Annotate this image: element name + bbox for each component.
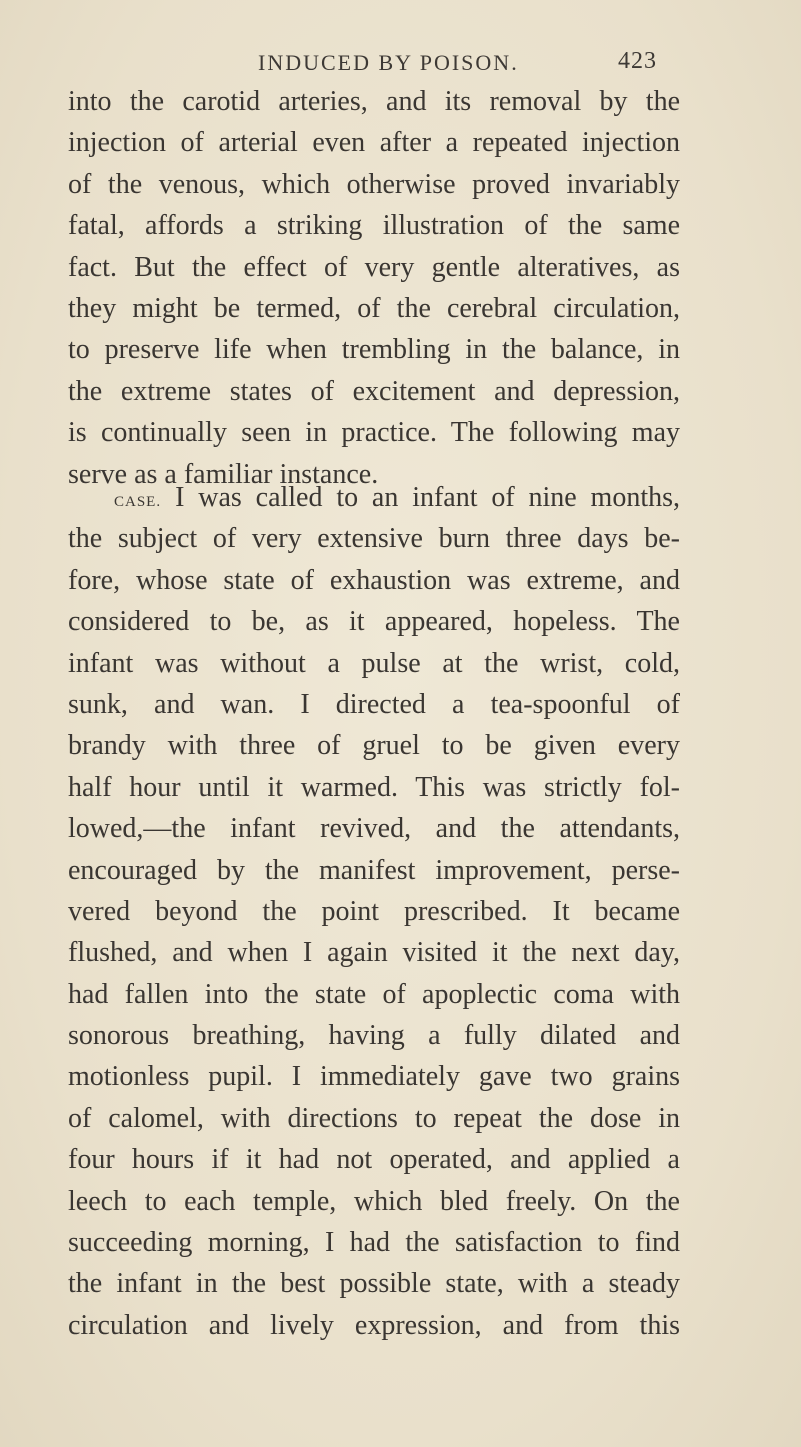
text-line: succeeding morning, I had the satisfaction to find: [68, 1227, 680, 1259]
text-line: serve as a familiar instance.: [68, 458, 379, 490]
text-line: the extreme states of excitement and depression,: [68, 375, 680, 407]
page-number: 423: [618, 48, 657, 74]
text-line: injection of arterial even after a repeated injection: [68, 127, 680, 159]
text-line: lowed,—the infant revived, and the attendants,: [68, 813, 680, 845]
running-title: INDUCED BY POISON.: [258, 50, 519, 75]
text-line: fact. But the effect of very gentle alteratives, as: [68, 251, 680, 283]
case-side-label: CASE.: [114, 494, 162, 510]
text-line: the infant in the best possible state, with a steady: [68, 1268, 680, 1300]
text-line: of calomel, with directions to repeat the dose in: [68, 1102, 680, 1134]
text-line: fatal, affords a striking illustration of the same: [68, 210, 680, 242]
text-line: considered to be, as it appeared, hopeless. The: [68, 606, 680, 638]
text-line: into the carotid arteries, and its removal by the: [68, 86, 680, 117]
text-line: half hour until it warmed. This was strictly fol-: [68, 771, 680, 803]
text-line: circulation and lively expression, and from this: [68, 1309, 680, 1341]
text-line: sunk, and wan. I directed a tea-spoonful of: [68, 688, 680, 720]
text-line: to preserve life when trembling in the balance, in: [68, 334, 680, 366]
text-line: infant was without a pulse at the wrist, cold,: [68, 647, 680, 679]
text-line: vered beyond the point prescribed. It became: [68, 895, 680, 927]
text-line: is continually seen in practice. The following may: [68, 417, 680, 449]
text-line: the subject of very extensive burn three days be-: [68, 523, 680, 555]
text-line: leech to each temple, which bled freely. On the: [68, 1185, 680, 1217]
text-line: they might be termed, of the cerebral circulation,: [68, 292, 680, 324]
text-line: brandy with three of gruel to be given every: [68, 730, 680, 762]
text-line: fore, whose state of exhaustion was extreme, and: [68, 564, 680, 596]
text-line: motionless pupil. I immediately gave two grains: [68, 1061, 680, 1093]
text-line: four hours if it had not operated, and applied a: [68, 1144, 680, 1176]
running-head: [258, 48, 658, 82]
text-line: I was called to an infant of nine months,: [175, 482, 680, 513]
text-line: encouraged by the manifest improvement, perse-: [68, 854, 680, 886]
text-line: of the venous, which otherwise proved invariably: [68, 168, 680, 200]
paragraph-1: [68, 81, 680, 495]
first-line: [68, 477, 680, 518]
text-line: flushed, and when I again visited it the next day,: [68, 937, 680, 969]
text-line: sonorous breathing, having a fully dilated and: [68, 1020, 680, 1052]
text-line: had fallen into the state of apoplectic coma with: [68, 978, 680, 1010]
paragraph-2: [68, 477, 680, 1346]
